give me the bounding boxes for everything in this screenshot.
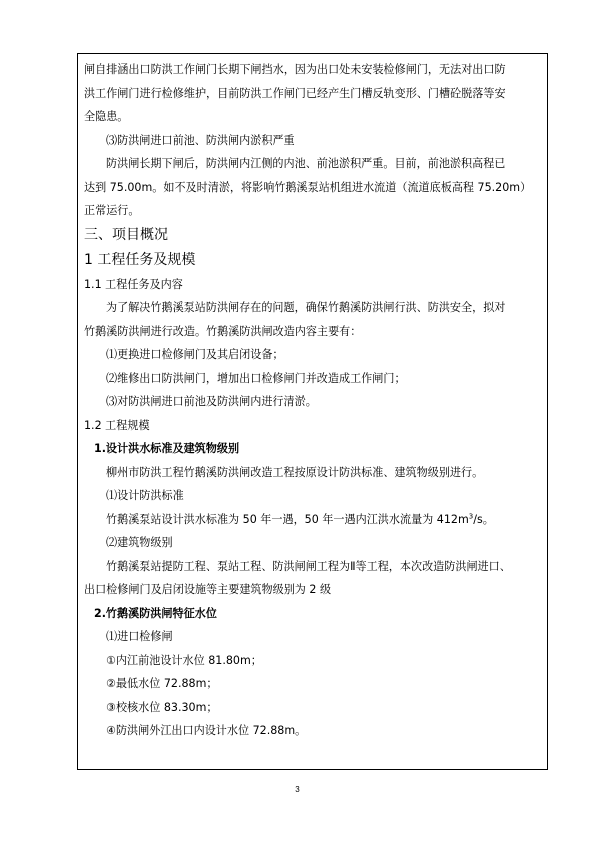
flood-standard-label: ⑴设计防洪标准	[106, 489, 184, 502]
building-grade-line1: 竹鹅溪泵站提防工程、泵站工程、防洪闸闸工程为Ⅱ等工程，本次改造防洪闸进口、	[106, 559, 511, 573]
heading-1-2: 1.2 工程规模	[84, 418, 150, 432]
para3-line2: 竹鹅溪防洪闸进行改造。竹鹅溪防洪闸改造内容主要有：	[84, 324, 362, 338]
document-body	[84, 58, 544, 743]
section-3-title: 三、项目概况	[84, 226, 168, 243]
building-grade-label: ⑵建筑物级别	[106, 536, 173, 549]
water-level-1: ①内江前池设计水位 81.80m；	[106, 653, 262, 667]
para2-line1: 防洪闸长期下闸后，防洪闸内江侧的内池、前池淤积严重。目前，前池淤积高程已	[106, 157, 506, 170]
task-item-1: ⑴更换进口检修闸门及其启闭设备；	[106, 348, 284, 361]
flood-standard-text-b: /s。	[473, 512, 494, 526]
flood-standard-text-a: 竹鹅溪泵站设计洪水标准为 50 年一遇，50 年一遇内江洪水流量为 412m	[106, 512, 469, 526]
task-item-2: ⑵维修出口防洪闸门，增加出口检修闸门并改造成工作闸门；	[106, 371, 406, 385]
page-number: 3	[295, 785, 300, 794]
heading-1: 1 工程任务及规模	[84, 251, 196, 268]
task-item-3: ⑶对防洪闸进口前池及防洪闸内进行清淤。	[106, 395, 317, 408]
sub1-intro: 柳州市防洪工程竹鹅溪防洪闸改造工程按原设计防洪标准、建筑物级别进行。	[106, 465, 484, 479]
water-level-3: ③校核水位 83.30m；	[106, 700, 218, 714]
para3-line1: 为了解决竹鹅溪泵站防洪闸存在的问题，确保竹鹅溪防洪闸行洪、防洪安全，拟对	[106, 301, 506, 314]
heading-1-1: 1.1 工程任务及内容	[84, 277, 183, 291]
para1-line1: 闸自排涵出口防洪工作闸门长期下闸挡水，因为出口处未安装检修闸门，无法对出口防	[84, 63, 506, 76]
para2-line2: 达到 75.00m。如不及时清淤，将影响竹鹅溪泵站机组进水流道（流道底板高程 75.20m）	[84, 180, 532, 194]
flood-standard-unit-sup: 3	[468, 511, 474, 520]
water-level-2: ②最低水位 72.88m；	[106, 677, 218, 690]
inlet-gate-label: ⑴进口检修闸	[106, 630, 173, 643]
subheading-1: 1.设计洪水标准及建筑物级别	[94, 442, 240, 455]
building-grade-line2: 出口检修闸门及启闭设施等主要建筑物级别为 2 级	[84, 583, 332, 596]
water-level-4: ④防洪闸外江出口内设计水位 72.88m。	[106, 724, 307, 737]
para1-line2: 洪工作闸门进行检修维护，目前防洪工作闸门已经产生门槽反轨变形、门槽砼脱落等安	[84, 86, 506, 100]
para1-line3: 全隐患。	[84, 110, 129, 123]
para2-line3: 正常运行。	[84, 204, 140, 217]
item-3-heading: ⑶防洪闸进口前池、防洪闸内淤积严重	[106, 133, 295, 147]
flood-standard-text	[84, 508, 544, 532]
subheading-2: 2.竹鹅溪防洪闸特征水位	[94, 606, 217, 620]
